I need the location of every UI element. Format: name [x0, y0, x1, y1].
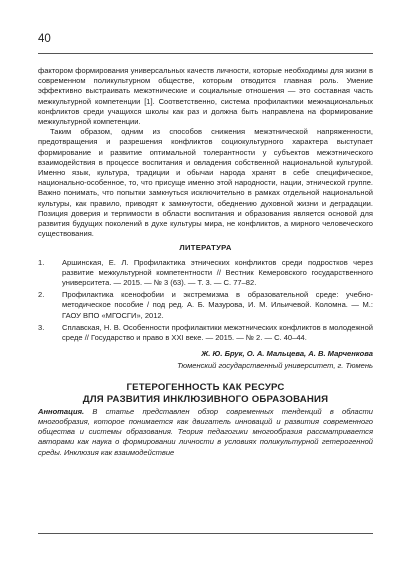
reference-item	[38, 323, 373, 343]
article-title-line: ДЛЯ РАЗВИТИЯ ИНКЛЮЗИВНОГО ОБРАЗОВАНИЯ	[82, 394, 329, 406]
reference-number: 3.	[38, 322, 45, 332]
body-paragraph: Таким образом, одним из способов снижения межэтнической напряженности, предотвращения и разрешения конфликтов социокультурного характера выступает формирование и развитие оптимальной толерантности у субъектов межэтнического взаимодействия в процессе воспитания и овладения собственной национальной культурой. Именно язык, культура, традиции и обычаи народа хранят в себе специфическое, национально-особенное, то, что присуще именно этой народности, нации, этнической группе. Важно понимать, что попытки замкнуться исключительно в рамках отдельной национальной культуры, как правило, приводят к замкнутости, обеднению духовной жизни и деградации. Позиция доверия и терпимости в области воспитания и образования является основой для развития будущих поколений в духе культуры мира, не конфликтов, а мирного человеческого существования.	[38, 127, 373, 239]
reference-list	[38, 258, 373, 344]
abstract	[38, 407, 373, 458]
page-body	[38, 66, 373, 458]
reference-text: Профилактика ксенофобии и экстремизма в образовательной среде: учебно-методическое пособие / под ред. А. Б. Мазурова, И. М. Ильичевой. Коломна. — М.: ГАОУ ВПО «МГОСГИ», 2012.	[62, 290, 373, 320]
reference-item	[38, 290, 373, 321]
reference-number: 1.	[38, 257, 45, 267]
abstract-text: В статье представлен обзор современных тенденций в области многообразия, которое понимается как двигатель инноваций и развития современного общества и системы образования. Теория педагогики многообразия рассматривается авторами как наука о формировании личности в условиях поликультурной гетерогенной среды. Инклюзия как взаимодействие	[38, 406, 373, 457]
reference-item	[38, 258, 373, 289]
page-number: 40	[38, 33, 51, 45]
reference-number: 2.	[38, 290, 45, 300]
abstract-label: Аннотация.	[38, 406, 85, 416]
reference-text: Аршинская, Е. Л. Профилактика этнических конфликтов среди подростков через развитие межкультурной компетентности // Вестник Кемеровского государственного университета. — 2015. — № 3 (63). — Т. 3. — С. 77–82.	[62, 257, 373, 288]
header-rule	[38, 53, 373, 54]
article-authors: Ж. Ю. Брук, О. А. Мальцева, А. В. Марченкова	[201, 349, 373, 359]
article-title	[38, 382, 373, 407]
reference-text: Сплавская, Н. В. Особенности профилактики межэтнических конфликтов в молодежной среде // Государство и право в XXI веке. — 2015. — № 2. — С. 40–44.	[62, 322, 373, 343]
footer-rule	[38, 533, 373, 534]
literature-heading: ЛИТЕРАТУРА	[179, 243, 232, 253]
article-title-line: ГЕТЕРОГЕННОСТЬ КАК РЕСУРС	[126, 381, 285, 393]
body-paragraph: фактором формирования универсальных качеств личности, которые необходимы для жизни в современном поликультурном обществе, которым отводится главная роль. Умение эффективно выстраивать межэтнические и социальные отношения — это составная часть межкультурной компетенции [1]. Соответственно, система профилактики межнациональных конфликтов среди учащихся школы как раз и должна быть направлена на формирование межкультурной компетенции.	[38, 66, 373, 127]
author-affiliation: Тюменский государственный университет, г. Тюмень	[177, 361, 373, 371]
